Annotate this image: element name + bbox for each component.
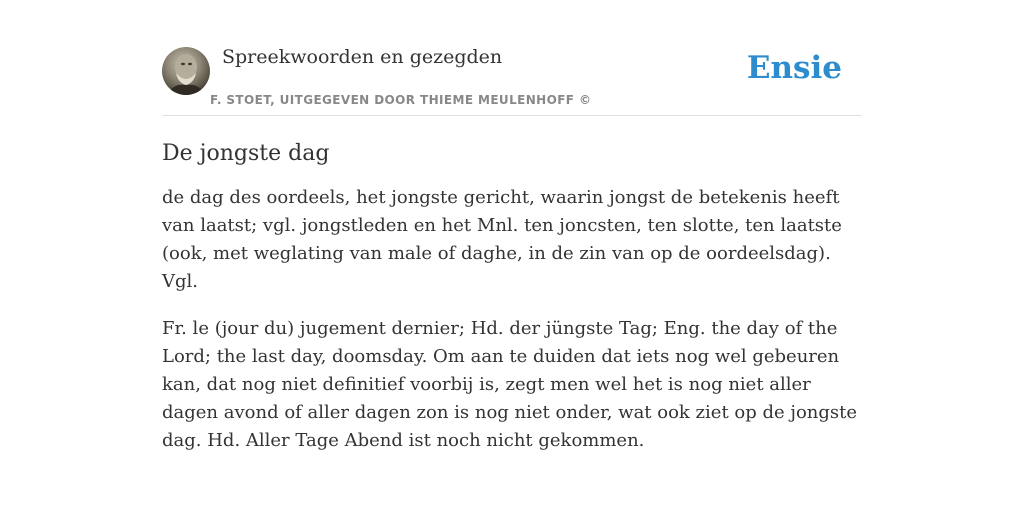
source-header — [162, 40, 862, 116]
source-meta: F. STOET, UITGEGEVEN DOOR THIEME MEULENHOFF © — [210, 93, 592, 107]
source-title[interactable]: Spreekwoorden en gezegden — [222, 46, 503, 68]
author-avatar[interactable] — [162, 47, 210, 95]
entry-paragraph: Fr. le (jour du) jugement dernier; Hd. der jüngste Tag; Eng. the day of the Lord; the last day, doomsday. Om aan te duiden dat iets nog wel gebeuren kan, dat nog niet definitief voorbij is, zegt men wel het is nog niet aller dagen avond of aller dagen zon is nog niet onder, wat ook ziet op de jongste dag. Hd. Aller Tage Abend ist noch nicht gekommen. — [162, 318, 858, 451]
entry-paragraph: de dag des oordeels, het jongste gericht, waarin jongst de betekenis heeft van laatst; vgl. jongstleden en het Mnl. ten joncsten, ten slotte, ten laatste (ook, met weglating van male of daghe, in de zin van op de oordeelsdag). Vgl. — [162, 187, 842, 292]
entry-card — [162, 40, 862, 455]
ensie-logo-link[interactable]: Ensie — [746, 50, 842, 86]
entry-title: De jongste dag — [162, 141, 330, 166]
entry-body — [162, 184, 862, 455]
